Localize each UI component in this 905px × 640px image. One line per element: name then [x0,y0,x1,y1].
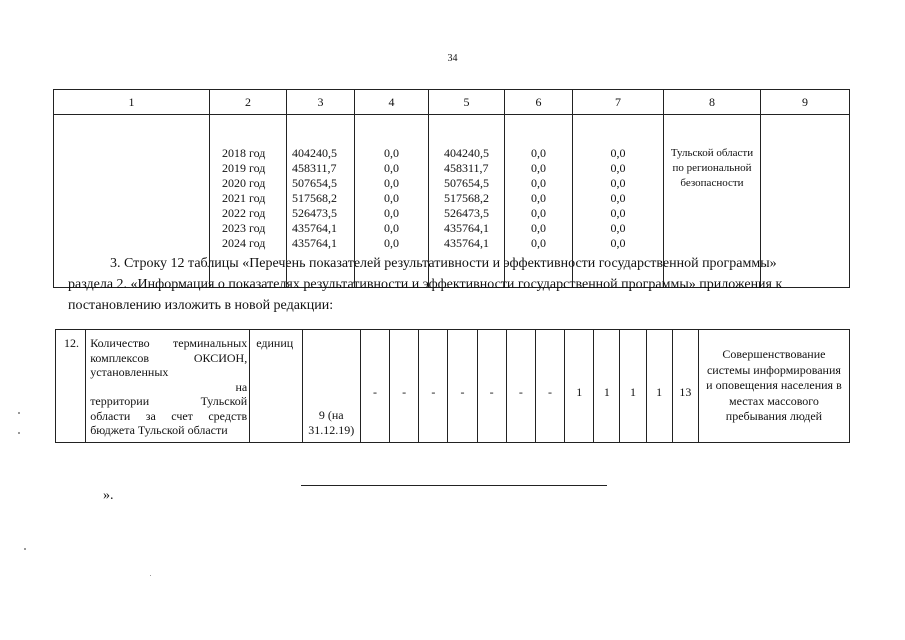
value-cell: 1 [646,330,672,443]
value-cell: 526473,5 [444,206,489,220]
header-cell: 5 [429,90,505,115]
value-cell: - [477,330,506,443]
value-cell: 0,0 [610,191,626,205]
indicator-table [55,329,850,443]
header-cell: 6 [505,90,573,115]
base-value-line: 31.12.19) [308,422,355,437]
year-label: 2021 год [222,191,266,205]
value-cell: 0,0 [531,236,546,250]
name-line [90,380,247,395]
value-cell: - [448,330,477,443]
year-label: 2024 год [222,236,266,250]
scan-speck [18,432,20,434]
year-label: 2022 год [222,206,266,220]
value-cell: 1 [620,330,646,443]
value-cell: 404240,5 [444,146,489,160]
value-cell: 1 [565,330,594,443]
goal-cell [698,330,849,443]
word: счет [171,408,193,423]
goal-line: Совершенствование [722,347,826,362]
goal-line: пребывания людей [725,409,823,424]
value-cell: 0,0 [610,206,626,220]
value-cell: 458311,7 [292,161,337,175]
header-cell: 4 [355,90,429,115]
word: установленных [90,365,169,379]
word: комплексов [90,350,150,365]
page-number: 34 [447,53,458,64]
value-cell: - [419,330,448,443]
word: терминальных [173,336,248,350]
word: области [90,408,131,423]
goal-line: и оповещения населения в [706,378,842,393]
word: Тульской [200,394,248,408]
word: территории [90,394,150,408]
value-cell: 0,0 [531,146,546,160]
year-label: 2019 год [222,161,266,175]
header-cell: 1 [54,90,210,115]
value-cell: 0,0 [610,161,626,175]
value-cell: 458311,7 [444,161,489,175]
name-line [90,336,247,351]
value-cell: 0,0 [384,146,399,160]
word: за [145,408,156,423]
value-cell: 13 [672,330,698,443]
word: ОКСИОН, [193,350,248,365]
header-cell: 3 [287,90,355,115]
scan-speck [150,575,151,576]
executor-line: Тульской области [670,147,754,159]
table-header-row [54,90,850,115]
row-number: 12. [56,330,86,443]
header-cell: 7 [573,90,664,115]
value-cell: - [360,330,389,443]
value-cell: 0,0 [531,191,546,205]
unit-cell: единиц [250,330,302,443]
executor-line: безопасности [680,177,744,189]
table-row [56,330,850,443]
value-cell: 435764,1 [444,236,489,250]
value-cell: 507654,5 [444,176,489,190]
base-value-line: 9 (на [318,408,344,422]
year-label: 2020 год [222,176,266,190]
value-cell: 0,0 [610,146,626,160]
executor-line: по региональной [672,162,752,174]
value-cell: 0,0 [610,236,626,250]
name-line [90,351,247,366]
value-cell: 526473,5 [292,206,337,220]
value-cell: 435764,1 [292,221,337,235]
value-cell: 0,0 [610,221,626,235]
value-cell: 0,0 [384,191,399,205]
base-value-cell [302,330,360,443]
goal-line: системы информирования [706,362,841,377]
name-line [90,409,247,424]
value-cell: 0,0 [384,176,399,190]
value-cell: 0,0 [384,221,399,235]
name-line [90,394,247,409]
value-cell: 0,0 [384,206,399,220]
value-cell: 1 [594,330,620,443]
value-cell: - [390,330,419,443]
value-cell: 507654,5 [292,176,337,190]
paragraph-line: раздела 2. «Информация о показателях результативности и эффективности государственной программы» приложения к [68,277,783,292]
header-cell: 9 [761,90,850,115]
value-cell: 0,0 [384,161,399,175]
value-cell: 0,0 [384,236,399,250]
goal-line: местах массового [728,393,819,408]
indicator-name-cell [86,330,250,443]
word: на [235,379,248,394]
word: Количество [90,336,150,350]
value-cell: 404240,5 [292,146,337,160]
value-cell: - [535,330,564,443]
scan-speck [18,412,20,414]
header-cell: 2 [210,90,287,115]
value-cell: 0,0 [610,176,626,190]
value-cell: 0,0 [531,221,546,235]
word: бюджета Тульской области [90,423,228,437]
amendment-paragraph [68,253,840,316]
value-cell: 435764,1 [444,221,489,235]
paragraph-line: постановлению изложить в новой редакции: [68,298,334,313]
name-line [90,423,247,438]
separator-line [301,485,607,486]
year-label: 2023 год [222,221,266,235]
scan-speck [24,548,26,550]
value-cell: 0,0 [531,206,546,220]
value-cell: 0,0 [531,176,546,190]
year-label: 2018 год [222,146,266,160]
value-cell: 435764,1 [292,236,337,250]
word: средств [208,408,248,423]
name-line [90,365,247,380]
header-cell: 8 [664,90,761,115]
value-cell: - [506,330,535,443]
closing-quote: ». [103,488,114,503]
value-cell: 517568,2 [444,191,489,205]
value-cell: 517568,2 [292,191,337,205]
value-cell: 0,0 [531,161,546,175]
paragraph-line: 3. Строку 12 таблицы «Перечень показателей результативности и эффективности государственной программы» [110,256,777,271]
